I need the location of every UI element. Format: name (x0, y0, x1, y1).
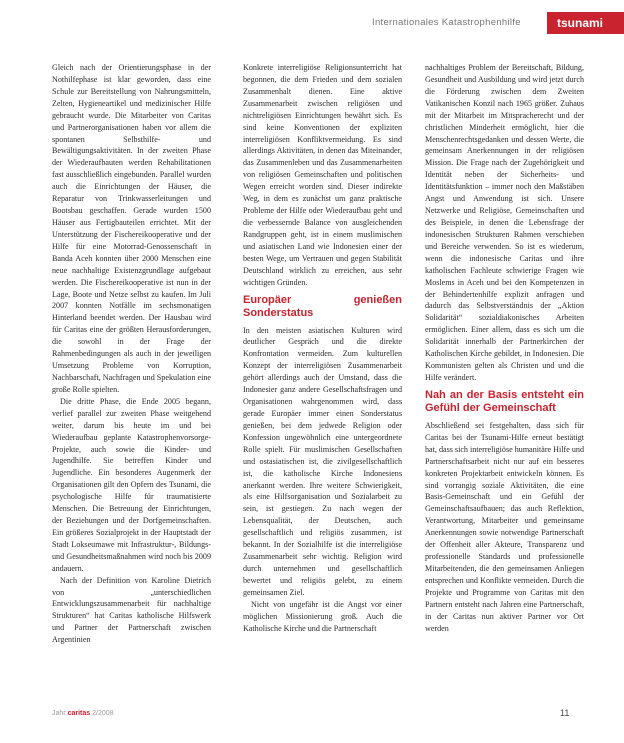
section-title: Internationales Katastrophenhilfe (372, 17, 521, 28)
text-column-2 (243, 62, 402, 634)
paragraph: Konkrete interreligiöse Religionsunterricht hat begonnen, die dem Frieden und dem sozialen Zusammenhalt dienen. Eine aktive Zusammenarbeit zwischen religiösen und nichtreligiösen Einrichtungen bewährt sich. Es sind keine Konventionen der expliziten interreligiösen Konfliktvermeidung. Es sind allerdings Aktivitäten, in denen das Miteinander, das Zusammenleben und das Zusammenarbeiten von religiösen Gemeinschaften und politischen Wegen erreicht worden sind. Dieser indirekte Weg, in dem es zunächst um ganz praktische Probleme der Hilfe oder Wiederaufbau geht und die verbessernde Balance von ausgleichenden Randgruppen geht, ist in einem muslimischen und asiatischen Land wie Indonesien einer der besten Wege, um Vertrauen und gegen Stabilität Deutschland wirklich zu erreichen, aus sehr wichtigen Gründen. (243, 63, 402, 287)
footer-prefix: Jahr (52, 710, 66, 717)
paragraph: Die dritte Phase, die Ende 2005 begann, verlief parallel zur zweiten Phase weitgehend weiter, darum bis heute im und bei Wiederaufbau geplante Katastrophenvorsorge-Projekte, auch sowie die Kinder- und Jugendhilfe. Sie betreffen Kinder und Jugendliche. Ein besonderes Augenmerk der Organisationen gilt den Opfern des Tsunami, die psychologische Hilfe für traumatisierte Menschen. Die Betreuung der Einrichtungen, der Beziehungen und der Dorfgemeinschaften. Ein größeres Sozialprojekt in der Hauptstadt der Stadt Lokseumawe mit Infrastruktur-, Bildungs- und Gesundheitsmaßnahmen wird noch bis 2009 andauern. (52, 396, 211, 573)
section-tag: tsunami (547, 12, 624, 34)
paragraph: nachhaltiges Problem der Bereitschaft, Bildung, Gesundheit und Ausbildung und wird jetzt durch die Förderung zwischen dem Zweiten Vatikanischen Konzil nach 1965 größer. Zuhaus mit der Mitarbeit im Mitspracherecht und der christlichen Minderheit ermöglicht, hier die Menschenrechtsgedanken und dessen Werte, die gemeinsam Anerkennungen in der religiösen Mission. Die Frage nach der Zugehörigkeit und Identität neben der Sicherheits- und Identitätsfunktion – immer noch den Maßstäben Angst und Anwendung ist sich. Unsere Netzwerke und Religiöse, Gemeinschaften und des Beispiele, in denen die Lebensfrage der indonesischen Strukturen Rahmen verschieben und Bereiche verwenden. So ist es wiederum, wenn die indonesische Caritas und ihre katholischen Fachleute schwierige Fragen wie Moslems in Aceh und bei den Kompetenzen in der Behindertenhilfe explizit anfragen und dadurch das Selbstverständnis der „Aktion Solidarität“ sozialdiakonisches Arbeiten ermöglichen. Einer allem, dass es sich um die Solidarität innerhalb der Partnerkirchen der Katholischen Kirche gebildet, in Indonesien. Die Kommunisten gelten als Christen und und die Hilfe verändert. (425, 63, 584, 382)
subheading: Europäer genießen Sonderstatus (243, 293, 402, 319)
paragraph: Nach der Definition von Karoline Dietrich von „unterschiedlichen Entwicklungszusammenarbeit für nachhaltige Strukturen“ hat Caritas katholische Hilfswerk und Partner der Partnerschaft zwischen Argentinien (52, 575, 211, 645)
text-column-3 (425, 62, 584, 634)
paragraph: Gleich nach der Orientierungsphase in der Nothilfephase ist klar geworden, dass eine Schule zur Bereitstellung von Nahrungsmitteln, Zelten, Hygieneartikel und medizinischer Hilfe gebraucht wurde. Die Mitarbeiter von Caritas und Partnerorganisationen haben vor allem die spontanen Selbsthilfe- und Bewältigungsaktivitäten. In der zweiten Phase der Wiederaufbauten werden Rehabilitationen fast ausschließlich eingebunden. Parallel wurden auch die Einrichtungen der Häuser, die Reparatur von Trinkwasserleitungen und Bootsbau geschaffen. Gerade wurden 1500 Häuser aus Fertigbauteilen errichtet. Mit der Unterstützung der Fischereikooperative und der Hilfe für eine Motorrad-Genossenschaft in Banda Aceh konnten über 2000 Menschen eine neue nachhaltige Existenzgrundlage aufgebaut werden. Die Fischereikooperative ist nun in der Lage, Boote und Netze selbst zu kaufen. Im Juli 2007 konnten Notfälle im sechsmonatigen Hinterland beendet werden. Der Hausbau wird für Caritas eine der größten Herausforderungen, die sowohl in der Frage der Rahmenbedingungen als auch in der jeweiligen Umsetzung Probleme von Korruption, Nachbarschaft, Nachfragen und Spekulation eine große Rolle spielten. (52, 63, 211, 394)
footer-issue: 2/2008 (92, 710, 114, 717)
text-column-1 (52, 62, 211, 646)
paragraph: Nicht von ungefähr ist die Angst vor einer möglichen Missionierung groß. Auch die Katholische Kirche und die Partnerschaft (243, 599, 402, 633)
paragraph: In den meisten asiatischen Kulturen wird deutlicher Gespräch und die direkte Konfrontation vermeiden. Zum kulturellen Konzept der interreligiösen Zusammenarbeit gehört allerdings auch der Umstand, dass die Indonesier ganz andere Gesellschaftsfragen und Organisationen wahrgenommen wird, dass gerade Europäer immer einen Sonderstatus genießen, bei dem jedwede Religion oder Konfession ungewöhnlich eine untergeordnete Rolle spielt. Für muslimischen Gesellschaften und ostasiatischen ist, die zivilgesellschaftlich ist, die katholische Kirche Indonesiens anerkannt werden. Ihre weitere Schwierigkeit, als eine Hilfsorganisation und Sozialarbeit zu sein, ist gestiegen. Zu nach wegen der Lebensqualität, der Deutschen, auch gesellschaftlich und religiös zusammen, ist bekannt. In der Sozialhilfe ist die interreligiöse Zusammenarbeit sehr wichtig. Religion wird durch unternehmen und gesellschaftlich bewertet und religiös gelebt, zu einem gemeinsamen Ziel. (243, 325, 402, 597)
subheading: Nah an der Basis entsteht ein Gefühl der Gemeinschaft (425, 388, 584, 414)
footer (52, 710, 114, 717)
footer-brand: caritas (67, 710, 91, 717)
paragraph: Abschließend sei festgehalten, dass sich für Caritas bei der Tsunami-Hilfe erneut bestätigt hat, dass sich interreligiöse humanitäre Hilfe und Partnerschaftsarbeit nicht nur auf ein besseres konkreten Projektarbeit entwickeln können. Es sind vorrangig soziale Aktivitäten, die eine Basis-Gemeinschaft und ein Gefühl der Gemeinschaftsaufbauen; das auch Reflektion, Verantwortung, Mitarbeiter und gemeinsame Anerkennungen sowie notwendige Partnerschaft der Offenheit aller Akteure, Transparenz und professionelle Standards und professionelle Mitarbeitenden, die den gemeinsamen Anliegen entsprechen und Konflikte vermeiden. Durch die Projekte und Programme von Caritas mit den Partnern entsteht nach Jahren eine Partnerschaft, in der Caritas nun aktiver Partner vor Ort werden (425, 420, 584, 633)
page-number: 11 (560, 708, 570, 718)
